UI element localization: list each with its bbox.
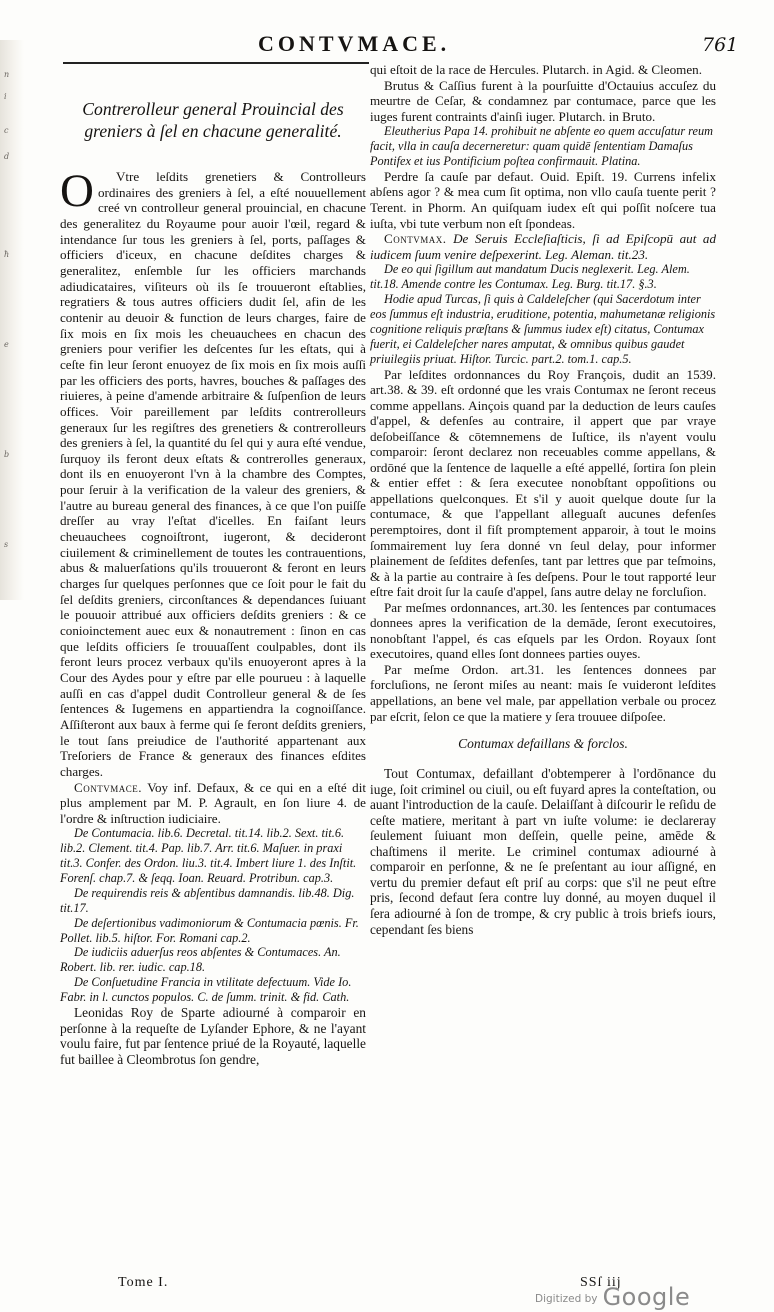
header-rule: [63, 62, 369, 64]
latin-reference: De Conſuetudine Francia in vtilitate defectuum. Vide Io. Fabr. in l. cunctos populos. C. de ſumm. trinit. & fid. Cath.: [60, 975, 352, 1005]
contumax-text: De Seruis Eccleſiaſticis, ſi ad Epiſcopū aut ad iudicem ſuum venire deſpexerint. Leg. Aleman. tit.23.: [370, 231, 716, 262]
digitized-by-text: Digitized by: [535, 1293, 598, 1305]
lede-text: Vtre leſdits grenetiers & Controlleurs ordinaires des greniers à ſel, a eſté nouuellement creé vn controlleur general prouincial, en chacune des generalitez du Royaume pour auoir l'œil, regard & intendance ſur tous les greniers à ſel, ports, paſſages & officiers d'iceux, en chacune deſdites charges & generalitez, enſemble ſur les officiers marchands adiudicataires, viſiteurs où ils ſe trouueront eſtablies, regratiers & tous autres officiers dudit ſel, afin de les contenir au deuoir & function de leurs charges, faire de ſix mois en ſix mois les cheuauchees en chacun des greniers pour verifier les deſcentes ſur les eſtats, qui à ceſte fin leur ſeront enuoyez de ſix mois en ſix mois auſſi par les officiers des ports, havres, bouches & paſſages des riuieres, à peine d'amende arbitraire & ſuſpenſion de leurs offices. Voir pareillement par leſdits contrerolleurs generaux ſur les regiſtres des grenetiers & contrerolleurs des greniers à ſel, la quantité du ſel qui y aura eſté vendue, ſurquoy ils feront deux eſtats & contrerolles generaux, dont ils en enuoyeront l'vn à la chambre des Comptes, pour ſeruir à la verification de la valeur des greniers, & l'autre au bureau general des finances, à ce que l'on puiſſe dreſſer au vray l'eſtat d'icelles. En faiſant leurs cheuauchees cognoiſtront, iugeront, & decideront ciuilement & criminellement de toutes les contrauentions, abus & maluerſations qu'ils trouueront & feront en leurs charges ſur quelques perſonnes que ce ſoit pour le fait du ſel deſdits greniers, circonſtances & dependances ſuiuant le pouuoir attribué aux officiers deſdits greniers : & ce conioinctement auec eux & nonautrement : ſinon en cas que leſdits officiers ſe trouuaſſent coulpables, dont ils feront leurs procez verbaux qu'ils enuoyeront apres à la Cour des Aydes pour y eſtre par elle pourueu : à laquelle auſſi en cas d'appel dudit Controlleur general & de ſes ſentences & Iugemens en appartiendra la cognoiſſance. Aſſiſteront aux baux à ferme qui ſe feront deſdits greniers, le tout ſans preiudice de l'authorité appartenant aux Treſoriers de France & generaux des finances eſdites charges.: [60, 169, 366, 779]
page-number: 761: [702, 34, 739, 56]
running-title: CONTVMACE.: [258, 31, 451, 56]
ordonnances-paragraph-3: Par meſme Ordon. art.31. les ſentences donnees par forcluſions, ne ſeront miſes au neant: mais ſe vuideront leſdites appellations, an bene vel male, par appellation verbale ou procez par eſcrit, ſelon ce que la matiere y ſera trouuee diſpoſee.: [370, 661, 716, 724]
right-column: [370, 62, 716, 937]
google-logo-text: Google: [602, 1283, 691, 1311]
signature-mark: SSſ iij: [580, 1275, 622, 1290]
gutter-mark: e: [4, 340, 9, 349]
sigillum-paragraph: De eo qui ſigillum aut mandatum Ducis neglexerit. Leg. Alem. tit.18. Amende contre les Contumax. Leg. Burg. tit.17. §.3.: [370, 262, 690, 292]
gutter-mark: b: [4, 450, 10, 459]
sub-title: Contumax defaillans & forclos.: [458, 736, 628, 752]
latin-reference: De deſertionibus vadimoniorum & Contumacia pœnis. Fr. Pollet. lib.5. hiſtor. For. Romani cap.2.: [60, 915, 359, 945]
section-title: Contrerolleur general Prouincial des greniers à ſel en chacune generalité.: [82, 99, 344, 141]
latin-reference: De Contumacia. lib.6. Decretal. tit.14. lib.2. Sext. tit.6. lib.2. Clement. tit.4. Pap. lib.7. Arr. tit.6. Maſuer. in praxi tit.3. Confer. des Ordon. liu.3. tit.4. Imbert liure 1. des Inſtit. Forenſ. chap.7. & ſeqq. Ioan. Reuard. Protribun. cap.3.: [60, 826, 357, 885]
gutter-mark: ħ: [4, 250, 10, 259]
latin-reference: De iudiciis aduerſus reos abſentes & Contumaces. An. Robert. lib. rer. iudic. cap.18.: [60, 945, 341, 975]
drop-cap: O: [60, 165, 94, 217]
contumace-paragraph: [60, 780, 366, 827]
left-column: [60, 98, 366, 1067]
eleutherius-paragraph: Eleutherius Papa 14. prohibuit ne abſente eo quem accuſatur reum facit, vlla in cauſa decerneretur: quam quidē ſententiam Damaſus Pontifex et ius Pontificium poſtea confirmauit. Platina.: [370, 124, 713, 168]
tome-label: Tome I.: [118, 1275, 169, 1290]
perdre-paragraph: Perdre ſa cauſe par defaut. Ouid. Epiſt. 19. Currens infelix abſens agor ? & mea cum ſit optima, non vllo cauſa tuente perit ? Terent. in Phorm. An quiſquam iudex eſt qui poſſit noſcere tua iuſta, vbi tute verbum non eſt ſpondeas.: [370, 168, 716, 231]
gutter-mark: i: [4, 92, 7, 101]
brutus-paragraph: Brutus & Caſſius furent à la pourſuitte d'Octauius accuſez du meurtre de Ceſar, & condamnez par contumace, parce que les iuges furent contraints d'ainſi iuger. Plutarch. in Bruto.: [370, 77, 716, 124]
contumax-paragraph: [370, 231, 716, 262]
final-paragraph: Tout Contumax, defaillant d'obtemperer à l'ordōnance du iuge, ſoit criminel ou ciuil, ou eſt fuyard apres la conteſtation, ou auant l'introduction de la cauſe. Delaiſſant à diſcourir le reſidu de ceſte matiere, meritant à part vn iuſte volume: ie declareray ſeulement ſuiuant mon deſſein, quelle peine, amēde & chaſtimens il merite. Le criminel contumax adiourné à comparoir en perſonne, & ne ſe preſentant au iour aſſigné, en vertu du premier defaut eſt priſ au corps: que s'il ne peut eſtre pris, ſecond defaut ſera contre luy donné, au moyen duquel il ſera adiourné à ſon de trompe, & cry public à trois briefs iours, cependant ſes biens: [370, 766, 716, 937]
contumax-smallcaps: Contvmax.: [384, 231, 447, 247]
gutter-mark: n: [4, 70, 10, 79]
gutter-mark: d: [4, 152, 10, 161]
contumace-text: Voy inf. Defaux, & ce qui en a eſté dit plus amplement par M. P. Agrault, en ſon liure 4. de l'ordre & inſtruction iudiciaire.: [60, 779, 366, 826]
ordonnances-paragraph-2: Par meſmes ordonnances, art.30. les ſentences par contumaces donnees apres la verification de la demāde, ſeront executoires, nonobſtant l'appel, és cas eſquels par les Ordon. Royaux ſont executoires, quand elles ſont donnees parties ouyes.: [370, 599, 716, 662]
lede-paragraph: [60, 165, 366, 780]
binding-gutter: [0, 40, 24, 600]
contumace-smallcaps: Contvmace.: [74, 779, 143, 795]
hodie-paragraph: Hodie apud Turcas, ſi quis à Caldeleſcher (qui Sacerdotum inter eos ſummus eſt industria, eruditione, potentia, mahumetanæ religionis cognitione reliquis præſtans & ſummus iudex eſt) citatus, Contumax fuerit, ei Caldeleſcher nares amputat, & omnibus quibus gaudet priuilegiis priuat. Hiſtor. Turcic. part.2. tom.1. cap.5.: [370, 292, 716, 366]
google-digitized-watermark: [535, 1283, 690, 1311]
ordonnances-paragraph-1: Par leſdites ordonnances du Roy François, dudit an 1539. art.38. & 39. eſt ordonné que les vrais Contumax ne ſeront receus comme appellans. Ainçois quand par la deduction de leurs cauſes d'appel, & defenſes au contraire, il appert que par vraye deſobeiſſance & cōtemnemens de Iuſtice, ils n'ayent voulu comparoir: ſeront declarez non receuables comme appellans, & ordōné que la ſentence de laquelle a eſté appellé, ſortira ſon plein & entier effet : & ſera executee nonobſtant oppoſitions ou appellations quelconques. Et s'il y auoit quelque doute ſur la contumace, & que l'appellant alleguaſt aucunes defenſes peremptoires, dont il fiſt promptement apparoir, à tout le moins ſommairement luy ſera donné vn ſeul delay, pour informer plainement de ſeſdites defenſes, tant par lettres que par teſmoins, & à la partie au contraire à ſes deſpens. Pour le tout rapporté leur eſtre fait droit ſur la cauſe d'appel, ſans autre delay ne forcluſion.: [370, 366, 716, 600]
gutter-mark: c: [4, 126, 9, 135]
gutter-mark: s: [4, 540, 9, 549]
continuation-line: qui eſtoit de la race de Hercules. Plutarch. in Agid. & Cleomen.: [370, 62, 702, 77]
latin-reference: De requirendis reis & abſentibus damnandis. lib.48. Dig. tit.17.: [60, 885, 355, 915]
leonidas-paragraph: Leonidas Roy de Sparte adiourné à comparoir en perſonne à la requeſte de Lyſander Ephore, & ne l'ayant voulu faire, fut par ſentence priué de la Royauté, laquelle fut baillee à Cleombrotus ſon gendre,: [60, 1005, 366, 1067]
